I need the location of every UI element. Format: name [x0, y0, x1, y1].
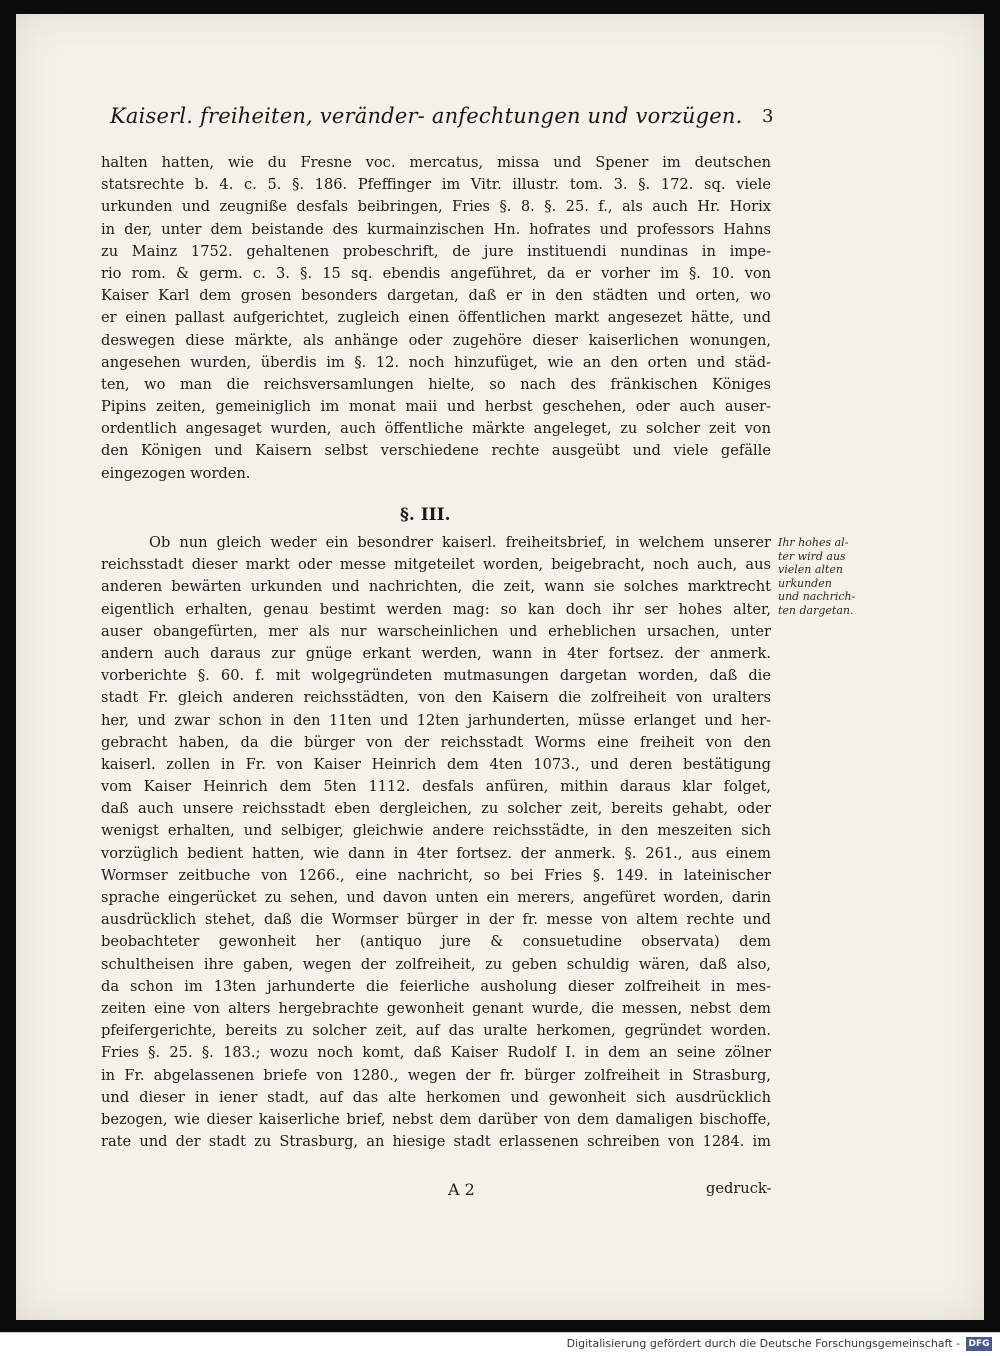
text-line: pfeifergerichte, bereits zu solcher zeit, auf das uralte herkomen, gegründet worden.	[101, 1022, 771, 1040]
text-line: zeiten eine von alters hergebrachte gewonheit genant wurde, die messen, nebst dem	[101, 999, 771, 1017]
marginal-note-line: ter wird aus	[778, 549, 846, 563]
text-line: ordentlich angesaget wurden, auch öffentliche märkte angeleget, zu solcher zeit von	[101, 420, 771, 438]
text-line: Ob nun gleich weder ein besondrer kaiserl. freiheitsbrief, in welchem unserer	[149, 534, 771, 551]
marginal-note-line: und nachrich-	[778, 590, 856, 603]
text-line: andern auch daraus zur gnüge erkant werden, wann in 4ter fortsez. der anmerk.	[101, 644, 771, 662]
text-line: anderen bewärten urkunden und nachrichten, die zeit, wann sie solches marktrecht	[101, 578, 771, 596]
text-line: rate und der stadt zu Strasburg, an hiesige stadt erlassenen schreiben von 1284. im	[101, 1133, 771, 1151]
text-line: ten, wo man die reichsversamlungen hielte, so nach des fränkischen Königes	[101, 375, 771, 393]
text-line: eingezogen worden.	[101, 464, 251, 482]
text-line: deswegen diese märkte, als anhänge oder zugehöre dieser kaiserlichen wonungen,	[101, 331, 771, 349]
text-line: halten hatten, wie du Fresne voc. mercatus, missa und Spener im deutschen	[101, 154, 771, 171]
section-heading: §. III.	[400, 505, 451, 525]
text-line: urkunden und zeugniße desfals beibringen, Fries §. 8. §. 25. f., als auch Hr. Horix	[101, 198, 771, 216]
text-line: und dieser in iener stadt, auf das alte herkomen und gewonheit sich ausdrücklich	[101, 1088, 771, 1106]
footer-credit: Digitalisierung gefördert durch die Deutsche Forschungsgemeinschaft -	[566, 1337, 960, 1350]
text-line: angesehen wurden, überdis im §. 12. noch hinzufüget, wie an den orten und städ-	[101, 353, 771, 371]
text-line: eigentlich erhalten, genau bestimt werden mag: so kan doch ihr ser hohes alter,	[101, 600, 771, 618]
marginal-note-line: ten dargetan.	[778, 603, 854, 617]
text-line: rio rom. & germ. c. 3. §. 15 sq. ebendis angeführet, da er vorher im §. 10. von	[101, 264, 771, 282]
text-line: in Fr. abgelassenen briefe von 1280., wegen der fr. bürger zolfreiheit in Strasburg,	[101, 1066, 771, 1084]
catchword: gedruck-	[706, 1180, 772, 1197]
marginal-note-line: vielen alten	[778, 563, 843, 576]
text-line: schultheisen ihre gaben, wegen der zolfreiheit, zu geben schuldig wären, daß also,	[101, 955, 771, 973]
paragraph-1	[101, 152, 771, 485]
text-line: stadt Fr. gleich anderen reichsstädten, von den Kaisern die zolfreiheit von uralters	[101, 689, 771, 707]
paragraph-2	[101, 532, 771, 1153]
text-line: gebracht haben, da die bürger von der reichsstadt Worms eine freiheit von den	[101, 733, 771, 751]
text-line: Kaiser Karl dem grosen besonders dargetan, daß er in den städten und orten, wo	[101, 287, 771, 305]
text-line: er einen pallast aufgerichtet, zugleich einen öffentlichen markt angesezet hätte, und	[101, 309, 771, 327]
text-line: Pipins zeiten, gemeiniglich im monat maii und herbst geschehen, oder auch auser-	[101, 398, 771, 416]
text-line: da schon im 13ten jarhunderte die feierliche ausholung dieser zolfreiheit in mes-	[101, 977, 771, 995]
text-line: zu Mainz 1752. gehaltenen probeschrift, de jure instituendi nundinas in impe-	[101, 242, 771, 260]
text-line: in der, unter dem beistande des kurmainzischen Hn. hofrates und professors Hahns	[101, 220, 771, 238]
text-line: beobachteter gewonheit her (antiquo jure & consuetudine observata) dem	[101, 933, 771, 951]
footer-bar	[0, 1332, 1000, 1356]
binding-notch	[330, 0, 358, 6]
signature-mark: A 2	[448, 1180, 475, 1199]
text-line: kaiserl. zollen in Fr. von Kaiser Heinrich dem 4ten 1073., und deren bestätigung	[101, 755, 771, 773]
text-line: statsrechte b. 4. c. 5. §. 186. Pfeffinger im Vitr. illustr. tom. 3. §. 172. sq. viele	[101, 176, 771, 194]
marginal-note	[778, 536, 874, 617]
running-head: Kaiserl. freiheiten, veränder- anfechtungen und vorzügen.	[110, 104, 743, 128]
text-line: vom Kaiser Heinrich dem 5ten 1112. desfals anfüren, mithin daraus klar folget,	[101, 778, 771, 796]
text-line: vorberichte §. 60. f. mit wolgegründeten mutmasungen dargetan worden, daß die	[101, 667, 771, 685]
text-line: reichsstadt dieser markt oder messe mitgeteilet worden, beigebracht, noch auch, aus	[101, 556, 771, 574]
text-line: Wormser zeitbuche von 1266., eine nachricht, so bei Fries §. 149. in lateinischer	[101, 866, 771, 884]
text-line: daß auch unsere reichsstadt eben dergleichen, zu solcher zeit, bereits gehabt, oder	[101, 800, 771, 818]
dfg-logo[interactable]: DFG	[966, 1337, 992, 1351]
text-line: den Königen und Kaisern selbst verschiedene rechte ausgeübt und viele gefälle	[101, 442, 771, 460]
marginal-note-line: urkunden	[778, 576, 832, 590]
text-line: wenigst erhalten, und selbiger, gleichwie andere reichsstädte, in den meszeiten sich	[101, 822, 771, 840]
page-number: 3	[762, 106, 774, 127]
marginal-note-line: Ihr hohes al-	[778, 536, 849, 549]
text-line: vorzüglich bedient hatten, wie dann in 4ter fortsez. der anmerk. §. 261., aus einem	[101, 844, 771, 862]
text-line: her, und zwar schon in den 11ten und 12ten jarhunderten, müsse erlanget und her-	[101, 711, 771, 729]
text-line: auser obangefürten, mer als nur warscheinlichen und erheblichen ursachen, unter	[101, 622, 771, 640]
text-line: sprache eingerücket zu sehen, und davon unten ein merers, angefüret worden, darin	[101, 889, 771, 906]
text-line: Fries §. 25. §. 183.; wozu noch komt, daß Kaiser Rudolf I. in dem an seine zölner	[101, 1044, 771, 1062]
text-line: ausdrücklich stehet, daß die Wormser bürger in der fr. messe von altem rechte und	[101, 911, 771, 929]
text-line: bezogen, wie dieser kaiserliche brief, nebst dem darüber von dem damaligen bischoffe,	[101, 1110, 771, 1128]
